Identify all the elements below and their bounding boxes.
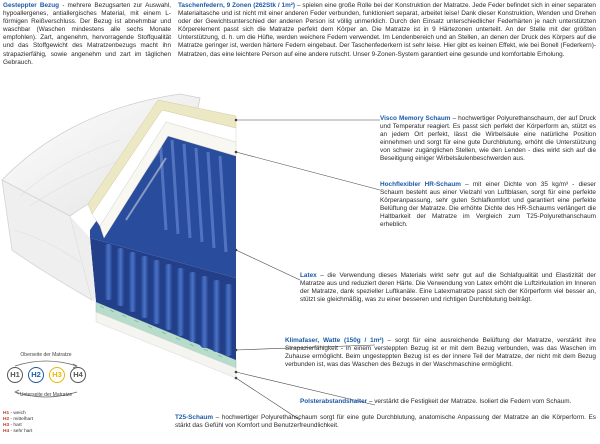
legend-item: H4 - sehr hart [3, 429, 33, 434]
top-side-caption: Oberseite der Matratze [20, 352, 72, 358]
block-heading: Taschenfedern, 9 Zonen (262Stk / 1m²) [178, 2, 296, 9]
legend-code: H4 [3, 429, 10, 434]
block-heading: Gesteppter Bezug [3, 2, 60, 9]
block-text: – die Verwendung dieses Materials wirkt sehr gut auf die Schlafqualität und Elastizität der Matratze aus und reduziert deren Härte. Die Verwendung von Latex erhöht die Luftzirkulation im Inneren der Matratze, dank spezieller Luftkanäle. Eine Latexmatratze passt sich der Körperform viel besser an, stützt sie gleichmäßig, was zu einer besseren und richtigen Durchblutung beiträgt. [300, 272, 596, 304]
hardness-h2: H2 [28, 367, 44, 383]
legend-code: H1 [3, 411, 10, 416]
block-bezug [3, 2, 171, 67]
legend-item: H3 - hart [3, 423, 22, 428]
block-heading: T25-Schaum [175, 414, 214, 421]
block-hr [380, 181, 596, 230]
block-t25 [175, 414, 596, 430]
block-visco [380, 115, 596, 164]
block-heading: Visco Memory Schaum [380, 115, 451, 122]
legend-code: H3 [3, 423, 10, 428]
hardness-h4: H4 [70, 367, 86, 383]
block-heading: Klimafaser, Watte (150g / 1m²) [285, 337, 384, 344]
block-text: – hochwertiger Polyurethanschaum sorgt für eine gute Durchblutung, anatomische Anpassung der Matratze an die Körperform. Es stärkt das Gefühl von Komfort und Benutzerfreundlichkeit. [175, 414, 596, 430]
block-heading: Latex [300, 272, 317, 279]
legend-code: H2 [3, 417, 10, 422]
legend-item: H1 - weich [3, 411, 26, 416]
leader-lines [236, 120, 380, 420]
block-text: – spielen eine große Rolle bei der Konstruktion der Matratze. Jede Feder befindet sich in einer separaten Materialtasche und ist nicht mit einer anderen Feder verbunden, funktioniert separat, arbeitet leise! Dank dieser Konstruktion, Wenden und Drehen oder der Gewichtsunterschied der anderen Person ist völlig unmerklich. Durch den Einsatz unterschiedlicher Federhärten je nach unterstützten Körperelement passt sich die Matratze perfekt dem Körper an. Die Matratze ist in 9 Härtezonen unterteilt. An der Stelle mit der größten Unterstützung, d. h. um die Hüfte, werden weichere Federn verwendet. Im Lendenbereich und an Stellen, an denen der Druck des Körpers auf die Matratze geringer ist, werden härtere Federn eingebaut. Der Taschenfederkern ist sehr leise. Hier gibt es keinen Effekt, wie bei Bonell (Federkern)- Matratzen, das eine leichtere Person auf eine andere rutscht. Unser 9-Zonen-System garantiert eine gesunde und komfortable Erholung. [178, 2, 596, 58]
block-polster [300, 398, 596, 406]
block-text: - mehrere Bezugsarten zur Auswahl, hypoallergenes, antiallergisches Material, mit einem L-förmigen Reißverschluss. Der Bezug ist abnehmbar und waschbar (Waschen mindestens alle sechs Monate empfohlen). Zart, angenehm, hervorragende Stoffqualität und das Stoffgewicht des Matratzenbezugs macht ihn strapazierfähig, sowie angenehm und zart im täglichen Gebrauch. [3, 2, 172, 66]
block-heading: Hochflexibler HR-Schaum [380, 181, 461, 188]
block-text: – verstärkt die Festigkeit der Matratze. Isoliert die Federn vom Schaum. [367, 398, 572, 405]
block-text: – sorgt für eine ausreichende Belüftung der Matratze, verstärkt ihre Strapazierfähigkeit - in einem versteppten Bezug ist er mit dem Bezug verbunden, was das Waschen im Zuhause ermöglicht. Beim ungesteppten Bezug ist es der innere Teil der Matratze, der nicht mit dem Bezug verbunden ist, was das Waschen des Bezugs in der Waschmaschine ermöglicht. [285, 337, 596, 369]
hardness-h1: H1 [7, 367, 23, 383]
block-taschenfedern [178, 2, 596, 59]
hardness-h3: H3 [49, 367, 65, 383]
legend-item: H2 - mittelhart [3, 417, 34, 422]
block-klima [285, 337, 596, 369]
block-heading: Polsterabstandshalter [300, 398, 368, 405]
block-text: – mit einer Dichte von 35 kg/m³ - dieser Schaum besteht aus einer Vielzahl von Luftblasen, sorgt für eine perfekte Körperanpassung, sehr guten Schlafkomfort und garantiert eine perfekte Belüftung der Matratze. Die erhöhte Dichte des HR-Schaums verlängert die Haltbarkeit der Matratze im Vergleich zum T25-Polyurethanschaum erheblich. [380, 181, 596, 229]
block-text: – hochwertiger Polyurethanschaum, der auf Druck und Temperatur reagiert. Es passt sich perfekt der Körperform an, stützt es an jedem Ort perfekt, lässt die Wirbelsäule eine natürliche Position einnehmen und sorgt für eine gute Durchblutung, erhöht die Unterstützung von schwer zugänglichen Stellen, wie den Lenden - dies wirkt sich auf die Beseitigung einiger Wirbelsäulenbeschwerden aus. [380, 115, 596, 163]
hardness-legend [3, 411, 93, 435]
bottom-side-caption: Unterseite der Matratze [19, 392, 73, 398]
block-latex [300, 272, 596, 304]
